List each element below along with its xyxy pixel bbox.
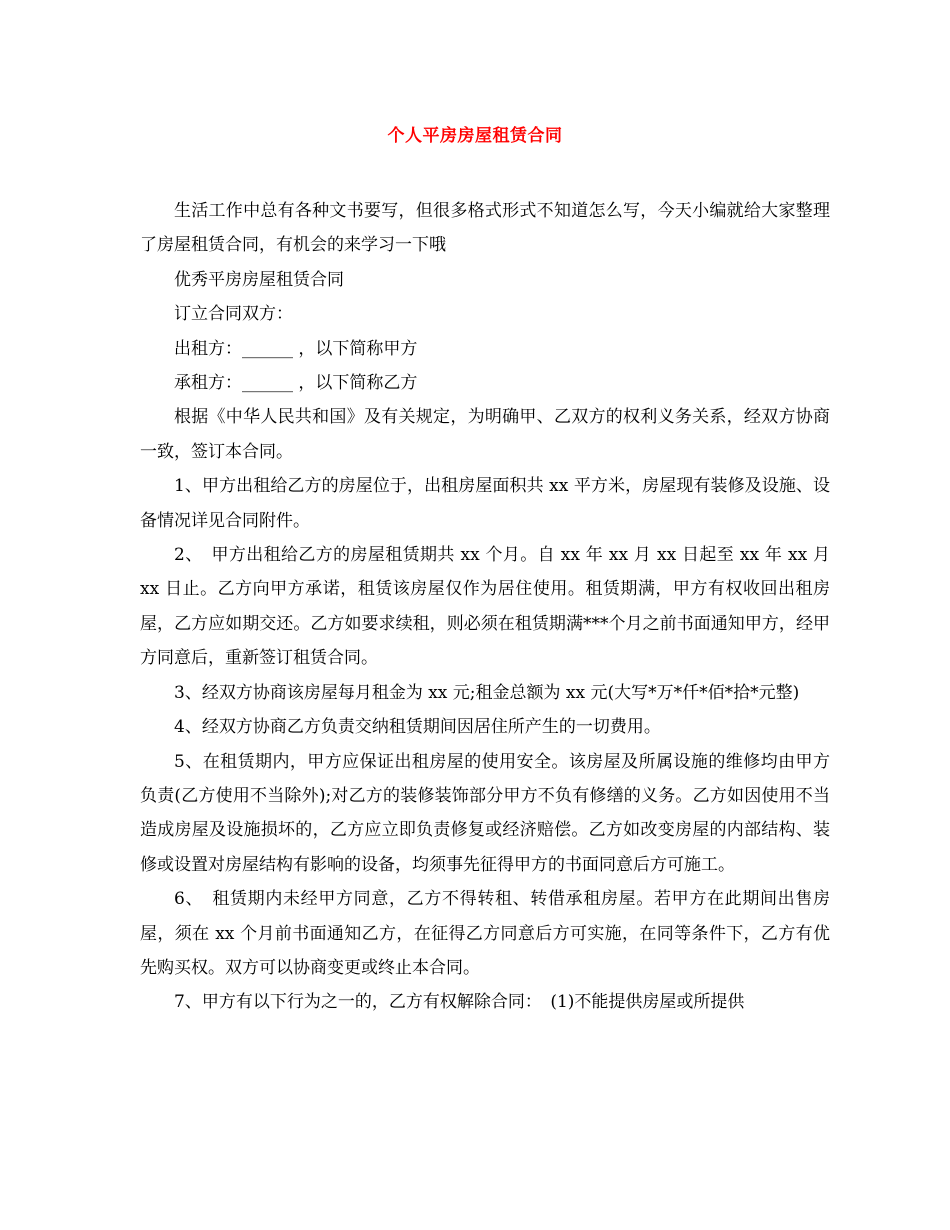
paragraph-subtitle: 优秀平房房屋租赁合同 xyxy=(174,269,344,290)
document-title: 个人平房房屋租赁合同 xyxy=(387,126,563,146)
paragraph-lessor: 出租方：______ ，以下简称甲方 xyxy=(174,338,418,359)
clause-1: 1、甲方出租给乙方的房屋位于，出租房屋面积共 xx 平方米，房屋现有装修及设施、设备情况详见合同附件。 xyxy=(140,476,830,531)
paragraph-intro: 生活工作中总有各种文书要写，但很多格式形式不知道怎么写，今天小编就给大家整理了房屋租赁合同，有机会的来学习一下哦 xyxy=(140,201,830,256)
clause-2: 2、 甲方出租给乙方的房屋租赁期共 xx 个月。自 xx 年 xx 月 xx 日起至 xx 年 xx 月 xx 日止。乙方向甲方承诺，租赁该房屋仅作为居住使用。租赁期满，甲方有权收回出租房屋，乙方应如期交还。乙方如要求续租，则必须在租赁期满***个月之前书面通知甲方，经甲方同意后，重新签订租赁合同。 xyxy=(140,545,830,669)
clause-4: 4、经双方协商乙方负责交纳租赁期间因居住所产生的一切费用。 xyxy=(174,717,661,738)
paragraph-lessee: 承租方：______ ，以下简称乙方 xyxy=(174,373,418,394)
paragraph-preamble: 根据《中华人民共和国》及有关规定，为明确甲、乙双方的权利义务关系，经双方协商一致，签订本合同。 xyxy=(140,407,830,462)
clause-5: 5、在租赁期内，甲方应保证出租房屋的使用安全。该房屋及所属设施的维修均由甲方负责(乙方使用不当除外);对乙方的装修装饰部分甲方不负有修缮的义务。乙方如因使用不当造成房屋及设施损坏的，乙方应立即负责修复或经济赔偿。乙方如改变房屋的内部结构、装修或设置对房屋结构有影响的设备，均须事先征得甲方的书面同意后方可施工。 xyxy=(140,751,830,875)
clause-3: 3、经双方协商该房屋每月租金为 xx 元;租金总额为 xx 元(大写*万*仟*佰*拾*元整) xyxy=(174,682,800,703)
document-body xyxy=(140,194,830,1020)
clause-7: 7、甲方有以下行为之一的，乙方有权解除合同： (1)不能提供房屋或所提供 xyxy=(174,992,745,1013)
paragraph-parties-heading: 订立合同双方： xyxy=(174,304,293,325)
clause-6: 6、 租赁期内未经甲方同意，乙方不得转租、转借承租房屋。若甲方在此期间出售房屋，须在 xx 个月前书面通知乙方，在征得乙方同意后方可实施，在同等条件下，乙方有优先购买权。双方可以协商变更或终止本合同。 xyxy=(140,889,830,978)
